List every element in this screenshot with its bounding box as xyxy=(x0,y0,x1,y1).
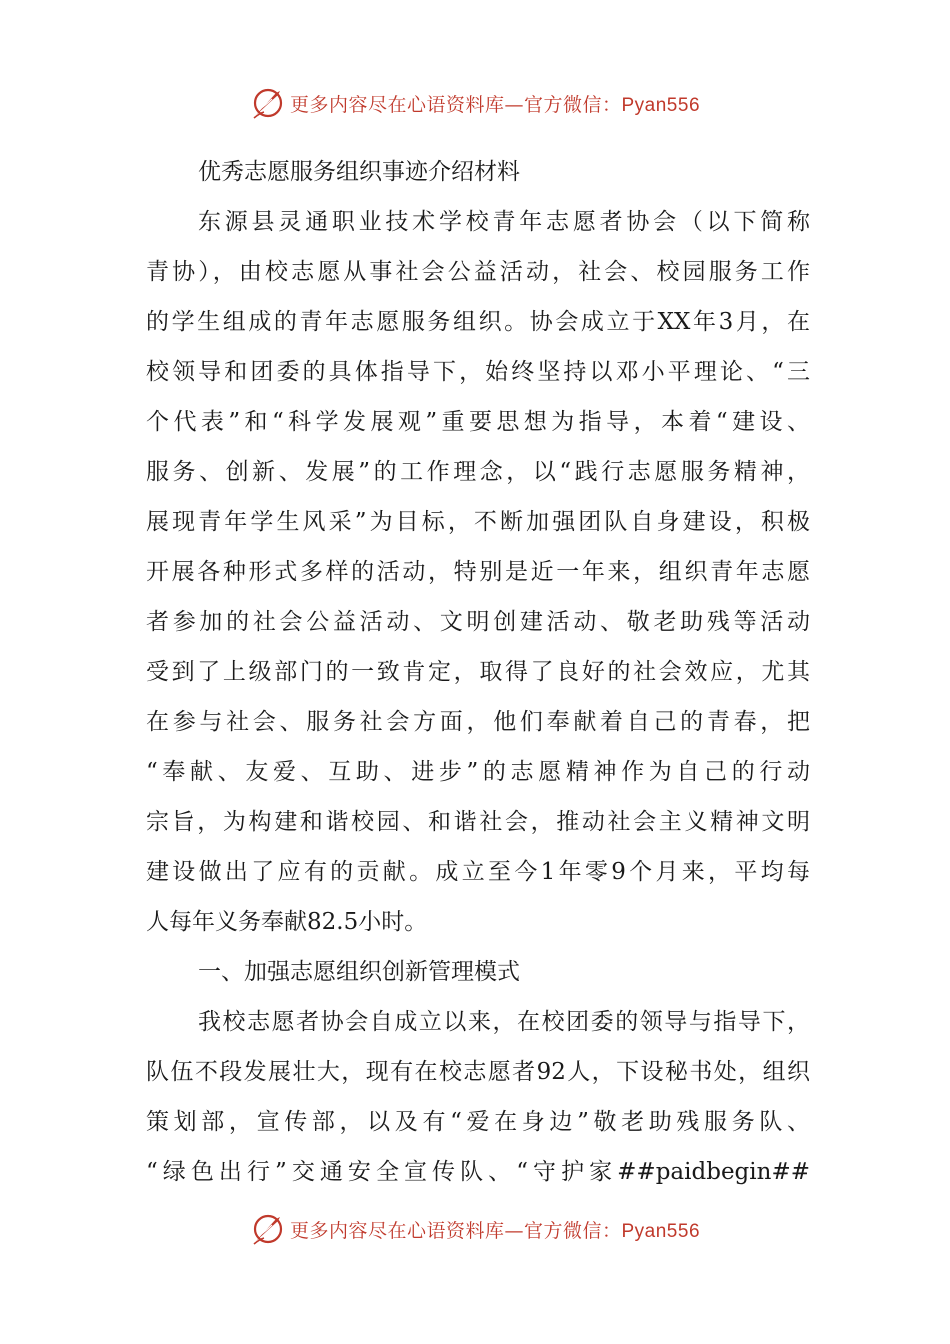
watermark-text xyxy=(290,1216,700,1243)
section-heading: 一、加强志愿组织创新管理模式 xyxy=(198,959,520,985)
paragraph-line: 人每年义务奉献82.5小时。 xyxy=(146,909,428,935)
watermark-dash: — xyxy=(504,93,524,116)
watermark-wechat-id: Pyan556 xyxy=(621,1220,701,1242)
paragraph-line: 建设做出了应有的贡献。成立至今1年零9个月来，平均每 xyxy=(146,859,810,885)
paragraph-line: 队伍不段发展壮大，现有在校志愿者92人，下设秘书处，组织 xyxy=(146,1059,810,1085)
paragraph-line: 个代表”和“科学发展观”重要思想为指导，本着“建设、 xyxy=(146,409,810,435)
watermark-dash: — xyxy=(504,1219,524,1242)
paragraph-line: 校领导和团委的具体指导下，始终坚持以邓小平理论、“三 xyxy=(146,359,810,385)
quill-logo-icon xyxy=(250,85,286,121)
paragraph-line: 者参加的社会公益活动、文明创建活动、敬老助残等活动 xyxy=(146,609,810,635)
paragraph-line: “奉献、友爱、互助、进步”的志愿精神作为自己的行动 xyxy=(146,759,810,785)
quill-logo-icon xyxy=(250,1211,286,1247)
footer-watermark xyxy=(0,1209,950,1249)
paragraph-line: 青协），由校志愿从事社会公益活动，社会、校园服务工作 xyxy=(146,259,810,285)
paragraph-line: 在参与社会、服务社会方面，他们奉献着自己的青春，把 xyxy=(146,709,810,735)
paragraph-line: “绿色出行”交通安全宣传队、“守护家##paidbegin## xyxy=(146,1159,810,1185)
watermark-site: 更多内容尽在心语资料库 xyxy=(289,1219,505,1242)
paragraph-line: 开展各种形式多样的活动，特别是近一年来，组织青年志愿 xyxy=(146,559,810,585)
document-title: 优秀志愿服务组织事迹介绍材料 xyxy=(198,159,520,185)
document-body xyxy=(146,147,810,1197)
paragraph-line: 受到了上级部门的一致肯定，取得了良好的社会效应，尤其 xyxy=(146,659,810,685)
watermark-wechat-label: 官方微信： xyxy=(523,1219,622,1242)
paragraph-line: 的学生组成的青年志愿服务组织。协会成立于XX年3月，在 xyxy=(146,309,810,335)
paragraph-line: 策划部，宣传部，以及有“爱在身边”敬老助残服务队、 xyxy=(146,1109,810,1135)
watermark-wechat-id: Pyan556 xyxy=(621,94,701,116)
paragraph-line: 我校志愿者协会自成立以来，在校团委的领导与指导下， xyxy=(198,1009,810,1035)
paragraph-line: 展现青年学生风采”为目标，不断加强团队自身建设，积极 xyxy=(146,509,810,535)
paragraph-line: 服务、创新、发展”的工作理念，以“践行志愿服务精神， xyxy=(146,459,810,485)
watermark-text xyxy=(290,90,700,117)
watermark-site: 更多内容尽在心语资料库 xyxy=(289,93,505,116)
paragraph-line: 东源县灵通职业技术学校青年志愿者协会（以下简称 xyxy=(198,209,810,235)
paragraph-line: 宗旨，为构建和谐校园、和谐社会，推动社会主义精神文明 xyxy=(146,809,810,835)
header-watermark xyxy=(0,83,950,123)
watermark-wechat-label: 官方微信： xyxy=(523,93,622,116)
